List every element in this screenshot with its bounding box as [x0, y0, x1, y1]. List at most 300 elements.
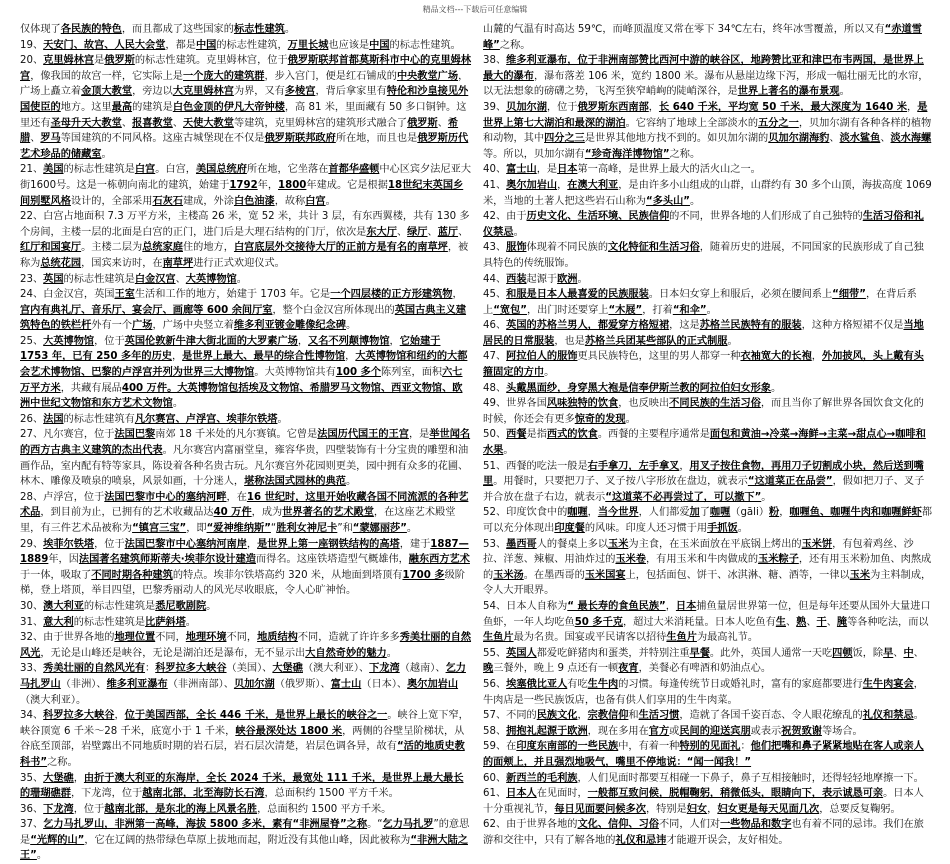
body-text: 21、 — [20, 164, 44, 176]
key-term: 400 万件 — [121, 382, 168, 394]
key-term: 右手拿刀，左手拿叉 — [587, 460, 680, 472]
body-text: 54、日本人自称为 — [483, 600, 568, 612]
body-text: 。 — [706, 304, 717, 316]
body-text: ， — [907, 101, 918, 113]
key-term: 维多利亚镀金雕像纪念碑 — [233, 320, 346, 332]
key-term: 是世界上第一座钢铁结构的高塔 — [257, 538, 400, 550]
key-term: 英国古典主义建筑特色的铁栏杆 — [20, 304, 467, 332]
key-term: 最高 — [111, 101, 133, 113]
body-text: ，建于 — [399, 538, 431, 550]
key-term: “这道菜正在品尝” — [747, 476, 833, 488]
body-text: ，瀑布落差 106 米，宽约 1800 米。瀑布从悬崖边缘下泻，形成一幅壮丽无比的水帘，以无法想象的磅礴之势，飞泻至狭窄峭峋的陡峭深谷，是 — [483, 70, 929, 98]
body-text: 41、 — [483, 179, 507, 191]
key-term: 在澳大利亚 — [567, 179, 619, 191]
body-text: ，特别是 — [646, 803, 687, 815]
body-text: 23、 — [20, 273, 44, 285]
key-term: 加 — [689, 507, 700, 519]
body-text: ，也是 — [554, 335, 585, 347]
paragraph — [483, 817, 933, 848]
paragraph — [20, 708, 472, 770]
body-text: ，下龙湾，位于 — [70, 788, 143, 800]
body-text: ，有用玉米和牛肉做成的 — [646, 554, 759, 566]
key-term: 由折于澳大利亚的东海岸，全长 2024 千米，最宽处 111 千米，是世界上最大最长的珊瑚礁群 — [20, 772, 464, 800]
key-term: 英国伦敦新牛津大街北面的大罗素广场 — [124, 335, 298, 347]
body-text: 。此外，英国人通常一天吃 — [709, 647, 833, 659]
body-text: 、 — [458, 226, 469, 238]
body-text: 22、白宫占地面积 7.3 万平方米，主楼高 26 米，宽 52 米，共计 3 层，有东西翼楼，共有 130 多个房间，主楼一层的北面是白宫的正门，进门后是大理石结构的门厅，依次是 — [20, 211, 470, 238]
key-term: 地质结构 — [257, 632, 298, 644]
body-text: 。 — [737, 523, 748, 534]
body-text: 。 — [513, 226, 524, 238]
body-text: 外有一个 — [91, 320, 133, 332]
body-text: 。 — [839, 86, 850, 98]
body-text: ， — [452, 289, 463, 301]
key-term: 18世纪末英国乡间别墅风格 — [20, 179, 464, 207]
body-text: 47、 — [483, 351, 507, 363]
key-term: 50 多千克 — [574, 616, 623, 628]
key-term: 峡谷最深处达 1800 米 — [235, 725, 343, 737]
key-term: 总统家庭 — [142, 242, 183, 254]
body-text: 44、 — [483, 273, 507, 285]
paragraph — [483, 240, 933, 271]
body-text: 。 — [577, 273, 588, 285]
body-text: 。西餐的主要程序通常是 — [597, 429, 710, 441]
key-term: 英国的苏格兰男人，都爱穿方格短裙 — [506, 320, 670, 332]
body-text: 45、 — [483, 289, 507, 301]
key-term: 越南北部，北至海防长石湾 — [142, 788, 265, 800]
body-text: ： — [145, 663, 156, 675]
key-term: 西餐 — [506, 429, 527, 441]
body-text: 等场合。 — [821, 725, 863, 737]
body-text: ， — [648, 101, 659, 113]
key-term: 比萨斜塔 — [145, 616, 186, 628]
body-text: ，高 81 米，里面藏有 50 多口铜钟。这里还有 — [20, 101, 467, 129]
body-text: 的标志性建筑是 — [73, 616, 146, 628]
key-term: 天使大教堂 — [183, 117, 234, 129]
key-term: “这道菜不必再尝过了，可以撤下” — [605, 491, 762, 503]
body-text: ， — [389, 335, 400, 347]
body-text: ，像我国的故宫一样，它实际上是 — [30, 70, 183, 82]
body-text: 南郊 18 千米处的凡尔赛镇。它曾是 — [155, 429, 318, 441]
page-header: 精品文档---下载后可任意编辑 — [422, 5, 528, 14]
body-text: 是世界其他地方找不到的。如贝加尔湖的 — [584, 133, 769, 145]
key-term: 石灰石 — [152, 195, 183, 207]
body-text: 31、 — [20, 616, 44, 628]
key-term: 红厅和国宴厅 — [20, 242, 82, 254]
key-term: 生牛肉宴会 — [862, 678, 914, 690]
body-text: ”和 — [337, 523, 353, 534]
key-term: 一般都互致问候，脱帽鞠躬，稍微低头，眼睛向下，表示诚恳可亲 — [587, 788, 884, 800]
body-text: 。 — [172, 398, 183, 410]
key-term: 手抓饭 — [707, 523, 738, 534]
key-term: 风味独特的饮食 — [546, 398, 619, 410]
body-text: ，总面积约 1500 平方千米。 — [264, 788, 399, 800]
key-term: 又名不列颠博物馆 — [308, 335, 390, 347]
body-text: 52、印度饮食中的 — [483, 507, 568, 519]
body-text: 、 — [829, 133, 840, 145]
key-term: 白宫 — [134, 164, 156, 176]
body-text: ，人们见面时都要互相碰一下鼻子，鼻子互相接触时，还得轻轻地摩擦一下。 — [577, 772, 924, 784]
body-text: ，而且都成了这些国家的 — [121, 24, 234, 35]
key-term: 科罗拉多大峡谷 — [43, 710, 115, 722]
body-text: （非洲）、 — [60, 678, 107, 690]
key-term: 惊奇的发现 — [574, 413, 626, 425]
body-text: 53、 — [483, 538, 507, 550]
key-term: 一个四层楼的正方形建筑物 — [330, 289, 453, 301]
body-text: 37、 — [20, 819, 44, 831]
body-text: ，是 — [536, 164, 558, 176]
key-term: 富士山 — [506, 164, 537, 176]
key-term: 天安门、故宫、人民大会堂 — [43, 39, 166, 51]
key-term: 礼仪和禁忌 — [862, 710, 914, 722]
body-text: 。 — [544, 367, 555, 379]
key-term: 圣母升天大教堂 — [50, 117, 122, 129]
body-text: （澳大利亚）、 — [302, 663, 370, 675]
key-term: 意大利 — [43, 616, 74, 628]
key-term: 玉米饼 — [801, 538, 833, 550]
body-text: ， — [297, 335, 309, 347]
body-text: ，贝加尔湖有各种各样的植物和动物，其中 — [483, 117, 932, 145]
key-term: 和服是日本人最喜爱的民族服装 — [506, 289, 649, 301]
key-term: 四分之三 — [544, 133, 585, 145]
key-term: 妇女更是每天见面几次 — [717, 803, 820, 815]
key-term: 生鱼片 — [666, 632, 697, 644]
body-text: ，超过大米消耗量。日本人吃鱼有 — [622, 616, 776, 628]
paragraph — [483, 396, 933, 427]
key-term: 早 — [883, 647, 894, 659]
body-text: 。 — [689, 195, 701, 207]
key-term: 不同民族的生活习俗 — [669, 398, 761, 410]
key-term: 堪称法国式园林的典范 — [244, 476, 346, 488]
body-text: 等。所以，贝加尔湖有 — [483, 148, 585, 160]
body-text: 、 — [826, 616, 837, 628]
body-text: ，也反映出 — [618, 398, 670, 410]
body-text: 等建筑，克里姆林宫的建筑形式融合了 — [233, 117, 408, 129]
key-term: 美国 — [43, 164, 64, 176]
body-text: 55、 — [483, 647, 507, 659]
body-text: ，这种方格短裙不仅是 — [801, 320, 904, 332]
body-text: ”的意思是 — [20, 819, 470, 846]
body-text: 所在地，它坐落在 — [246, 164, 329, 176]
body-text: （越南）、 — [399, 663, 446, 675]
body-text: ，旁边以 — [132, 86, 173, 98]
key-term: 玉米汤 — [493, 569, 524, 581]
key-term: 印度东南部的一些民族 — [516, 741, 619, 753]
key-term: 五分之一 — [758, 117, 799, 129]
key-term: 1800 — [278, 179, 307, 191]
body-text: 不同， — [226, 632, 258, 644]
key-term: 中央教堂广场 — [396, 70, 459, 82]
paragraph — [20, 22, 472, 38]
body-text: 是 — [94, 55, 105, 67]
body-text: 了 — [699, 507, 710, 519]
body-text: 、 — [893, 647, 904, 659]
paragraph — [483, 646, 933, 677]
body-text: 设计的，全部采用 — [70, 195, 153, 207]
body-text: 仅体现了 — [20, 24, 61, 35]
key-term: “爱神维纳斯” — [206, 523, 271, 534]
key-term: “ 最长寿的食鱼民族” — [567, 600, 666, 612]
body-text: ， — [679, 460, 690, 472]
paragraph — [20, 490, 472, 537]
key-term: 世界上著名的瀑布景观 — [737, 86, 840, 98]
key-term: 民族文化 — [536, 710, 578, 722]
body-text: 起源于 — [526, 273, 558, 285]
key-term: 首都华盛顿 — [328, 164, 380, 176]
body-text: 49、世界各国 — [483, 398, 547, 410]
key-term: 总统花园 — [40, 257, 82, 269]
body-text: 才能避开误会，友好相处。 — [666, 834, 789, 846]
body-text: ，在 — [226, 491, 247, 503]
body-text: 、 — [121, 117, 133, 129]
key-term: 维多利亚瀑布，位于非洲南部赞比西河中游的峡谷区，地跨赞比亚和津巴布韦两国，是世界上最大的瀑布 — [483, 55, 924, 82]
key-term: 贝加尔湖 — [506, 101, 547, 113]
key-term: 地理环境 — [185, 632, 227, 644]
key-term: 用叉子按住食物，再用刀子切割成小块，然后送到嘴里 — [483, 460, 924, 488]
body-text: 24、白金汉宫，英国 — [20, 289, 115, 301]
key-term: 咖喱鱼、咖喱牛肉和咖喱鲜虾 — [789, 507, 922, 519]
paragraph — [483, 724, 933, 740]
body-text: 进行正式欢迎仪式。 — [193, 257, 285, 269]
body-text: ，还有用玉米粉加鱼、肉熬成的 — [483, 554, 932, 581]
body-text: 而得名。这座铁塔造型气概雄伟， — [255, 554, 409, 566]
key-term: 礼仪和忌讳 — [615, 834, 667, 846]
body-text: （美国）、 — [226, 663, 273, 675]
key-term: “赤道雪峰” — [483, 24, 922, 51]
body-text: ： — [740, 741, 751, 753]
key-term: 俄罗斯 — [407, 117, 438, 129]
key-term: 1887—1889 — [20, 538, 469, 566]
paragraph — [483, 178, 933, 209]
body-text: ，它在辽阔的热带绿色草原上拔地而起，附近没有其他山峰，因此被称为 — [84, 834, 411, 846]
key-term: 一些物品和数字 — [720, 819, 792, 831]
body-text: 。在墨西哥的 — [523, 569, 585, 581]
body-text: ，有包着鸡丝、沙拉、洋葱、辣椒、用油炸过的 — [483, 538, 914, 566]
key-term: 阿拉伯人的服饰 — [506, 351, 578, 363]
key-term: 白金汉宫 — [134, 273, 176, 285]
key-term: 妇女 — [686, 803, 708, 815]
body-text: 。 — [206, 600, 217, 612]
body-text: 19、 — [20, 39, 44, 51]
key-term: 玉米 — [849, 569, 871, 581]
key-term: 咖喱 — [567, 507, 588, 519]
key-term: 大英博物馆 — [43, 335, 95, 347]
paragraph — [483, 287, 933, 318]
body-text: ，被称为 — [20, 242, 469, 269]
body-text: ，是由许多小山组成的山群，山群约有 30 多个山顶，海拔高度 1069 米，当地的土著人把这些岩石山称为 — [483, 179, 932, 207]
body-text: 、 — [427, 226, 438, 238]
body-text: 、 — [880, 133, 891, 145]
body-text: 27、凡尔赛宫，位于 — [20, 429, 115, 441]
body-text: ，而且当你了解世界各国饮食文化的时候，你还会有更多 — [483, 398, 924, 425]
body-text: 三餐外，晚上 9 点还有一顿 — [493, 663, 619, 675]
body-text: ， — [811, 351, 822, 363]
key-term: 白色金顶的伊凡大帝钟楼 — [172, 101, 285, 113]
body-text: 34、 — [20, 710, 44, 722]
paragraph — [20, 38, 472, 54]
body-text: ， — [345, 351, 356, 363]
key-term: 夜宵 — [618, 663, 639, 675]
body-text: 20、 — [20, 55, 44, 67]
key-term: 民间的迎送宾朋 — [679, 725, 751, 737]
key-term: 维多利亚瀑布 — [106, 678, 168, 690]
body-text: ，牛肉店是一些民族饭店，也备有供人们享用的生牛肉菜。 — [483, 678, 924, 706]
paragraph — [483, 162, 933, 178]
key-term: 王室 — [114, 289, 135, 301]
key-term: “多头山” — [646, 195, 690, 207]
key-term: 法国著名建筑师斯蒂夫·埃菲尔设计建造 — [78, 554, 256, 566]
body-text: ，在背后系上 — [483, 289, 917, 316]
key-term: 是世界上第七大湖泊和最深的湖泊 — [483, 101, 928, 129]
body-text: ，出门时还要穿上 — [526, 304, 609, 316]
body-text: 。 — [503, 445, 514, 457]
body-text: 43、 — [483, 242, 507, 254]
key-term: 宗教信仰 — [587, 710, 629, 722]
body-text: ， — [665, 600, 676, 612]
body-text: ， — [707, 803, 718, 815]
body-text: ， — [171, 351, 183, 363]
key-term: 新西兰的毛利族 — [506, 772, 578, 784]
body-text: ，总面积约 1500 平方千米。 — [257, 803, 392, 815]
body-text: 58、 — [483, 725, 507, 737]
key-term: 墨西哥 — [506, 538, 537, 550]
paragraph — [20, 802, 472, 818]
body-text: 、 — [396, 226, 408, 238]
key-term: 俄罗斯 — [104, 55, 135, 67]
key-term: 早餐 — [689, 647, 710, 659]
key-term: 面包和黄油→冷菜→海鲜→主菜→甜点心→咖啡和水果 — [483, 429, 926, 457]
body-text: ，总要反复鞠躬。 — [819, 803, 901, 815]
key-term: 大自然奇妙的魅力 — [305, 647, 387, 659]
body-text: 62、由于世界各地的 — [483, 819, 578, 831]
key-term: 大英博物馆 — [185, 273, 237, 285]
body-text: 也应该是 — [328, 39, 370, 51]
key-term: 下龙湾 — [43, 803, 74, 815]
key-term: 腌 — [836, 616, 848, 628]
body-text: 、 — [172, 117, 183, 129]
key-term: 衣袖宽大的长袍 — [740, 351, 812, 363]
body-text: ， — [114, 710, 125, 722]
key-term: 融东西方艺术 — [408, 554, 470, 566]
key-term: 埃菲尔铁塔 — [43, 538, 95, 550]
key-term: 他们把嘴和鼻子紧紧地贴在客人或亲人的面颊上，并且强烈地吸气，嘴里不停地说：“闻一闻我！” — [483, 741, 924, 768]
body-text: 59、在 — [483, 741, 517, 753]
body-text: 48、 — [483, 382, 507, 394]
key-term: 英国 — [43, 273, 64, 285]
paragraph — [483, 100, 933, 162]
body-text: 不同，造就了许许多多 — [297, 632, 400, 644]
key-term: 东大厅 — [366, 226, 397, 238]
key-term: 不同时期各种建筑 — [91, 569, 173, 581]
body-text: 之称。 — [669, 148, 701, 160]
body-text: 为主料制成，令人大开眼界。 — [483, 569, 932, 597]
body-text: ，现在多用在 — [587, 725, 649, 737]
key-term: 俄罗斯联邦首都莫斯科市中心的克里姆林宫 — [20, 55, 472, 82]
body-text: ，故称 — [274, 195, 306, 207]
key-term: 拥抱礼起源于欧洲 — [506, 725, 588, 737]
body-text: ，国宾来访时，在 — [81, 257, 163, 269]
paragraph — [483, 22, 933, 53]
paragraph — [20, 817, 472, 864]
paragraph — [483, 427, 933, 458]
body-text: ，位于 — [94, 335, 125, 347]
body-text: 不同， — [155, 632, 186, 644]
key-term: 乞力马扎罗山，非洲第一高峰，海拔 5800 多米，素有“非洲屋脊”之称 — [43, 819, 368, 831]
key-term: 玉米粽子 — [758, 554, 799, 566]
body-text: ， — [73, 772, 84, 784]
body-text: 所在地，而且也是 — [335, 133, 418, 145]
body-text: ，即 — [186, 523, 207, 534]
key-term: 罗马 — [40, 133, 61, 145]
key-term: 官方 — [648, 725, 670, 737]
body-text: 39、 — [483, 101, 507, 113]
key-term: 贝加尔湖 — [233, 678, 275, 690]
body-text: 地方。这里 — [60, 101, 112, 113]
body-text: 和 — [628, 710, 639, 722]
key-term: 多棱宫 — [284, 86, 316, 98]
key-term: 各民族的特色 — [60, 24, 122, 35]
paragraph — [483, 505, 933, 536]
body-text: 更具民族特色，这里的男人都穿一种 — [577, 351, 741, 363]
body-text: ， — [557, 179, 568, 191]
body-text: 人的餐桌上多以 — [536, 538, 609, 550]
key-term: “活的地质史教科书” — [20, 741, 465, 768]
key-term: 地理位置 — [114, 632, 156, 644]
body-text: 。 — [284, 24, 296, 35]
key-term: “木屐” — [608, 304, 643, 316]
body-text: 陈列室，面积 — [381, 367, 443, 379]
key-term: 玉米国宴 — [584, 569, 626, 581]
key-term: 英国人 — [506, 647, 537, 659]
key-term: 长 640 千米，平均宽 50 千米，最大深度为 1640 米 — [658, 101, 908, 113]
key-term: 胜利女神尼卡 — [276, 523, 338, 534]
body-text: 。 — [277, 413, 288, 425]
key-term: 文化特征和生活习俗 — [608, 242, 700, 254]
key-term: 秀美壮丽的自然风光有 — [43, 663, 146, 675]
left-column — [20, 22, 472, 862]
key-term: 六七万平方米 — [20, 367, 463, 394]
key-term: 贝加尔湖海豹 — [768, 133, 830, 145]
body-text: ，广场上矗立着 — [20, 70, 469, 98]
body-text: 、 — [30, 133, 41, 145]
body-text: 。 — [101, 148, 112, 160]
body-text: 的标志性建筑有 — [63, 413, 135, 425]
key-term: 干 — [816, 616, 827, 628]
key-term: 广场 — [132, 320, 153, 332]
key-term: “镇宫三宝” — [132, 523, 187, 534]
key-term: “宽包” — [493, 304, 527, 316]
paragraph — [483, 349, 933, 380]
key-term: 白色油漆 — [233, 195, 275, 207]
body-text: 。 — [727, 335, 738, 347]
key-term: 埃塞俄比亚人 — [506, 678, 568, 690]
key-term: 。大英博物馆包括埃及文物馆、希腊罗马文物馆、西亚文物馆、欧洲中世纪文物馆和东方艺术文物馆 — [20, 382, 463, 410]
key-term: 大英博物馆和纽约的大都会艺术博物馆、巴黎的卢浮宫并列为世界三大博物馆 — [20, 351, 468, 379]
key-term: 历史文化、生活环境、民族信仰 — [526, 211, 670, 223]
key-term: 金顶大教堂 — [81, 86, 133, 98]
body-text: ，都是 — [165, 39, 196, 51]
key-term: 法国历代国王的王宫 — [317, 429, 409, 441]
body-text: ，位于 — [94, 538, 125, 550]
paragraph — [483, 739, 933, 770]
key-term: 俄罗斯联邦政府 — [264, 133, 336, 145]
key-term: 凡尔赛宫、卢浮宫、埃菲尔铁塔 — [134, 413, 278, 425]
key-term: 富士山 — [330, 678, 362, 690]
key-term: 生鱼片 — [483, 632, 514, 644]
key-term: 澳大利亚 — [43, 600, 84, 612]
paragraph — [20, 630, 472, 661]
key-term: 每日见面要问候多次 — [554, 803, 646, 815]
